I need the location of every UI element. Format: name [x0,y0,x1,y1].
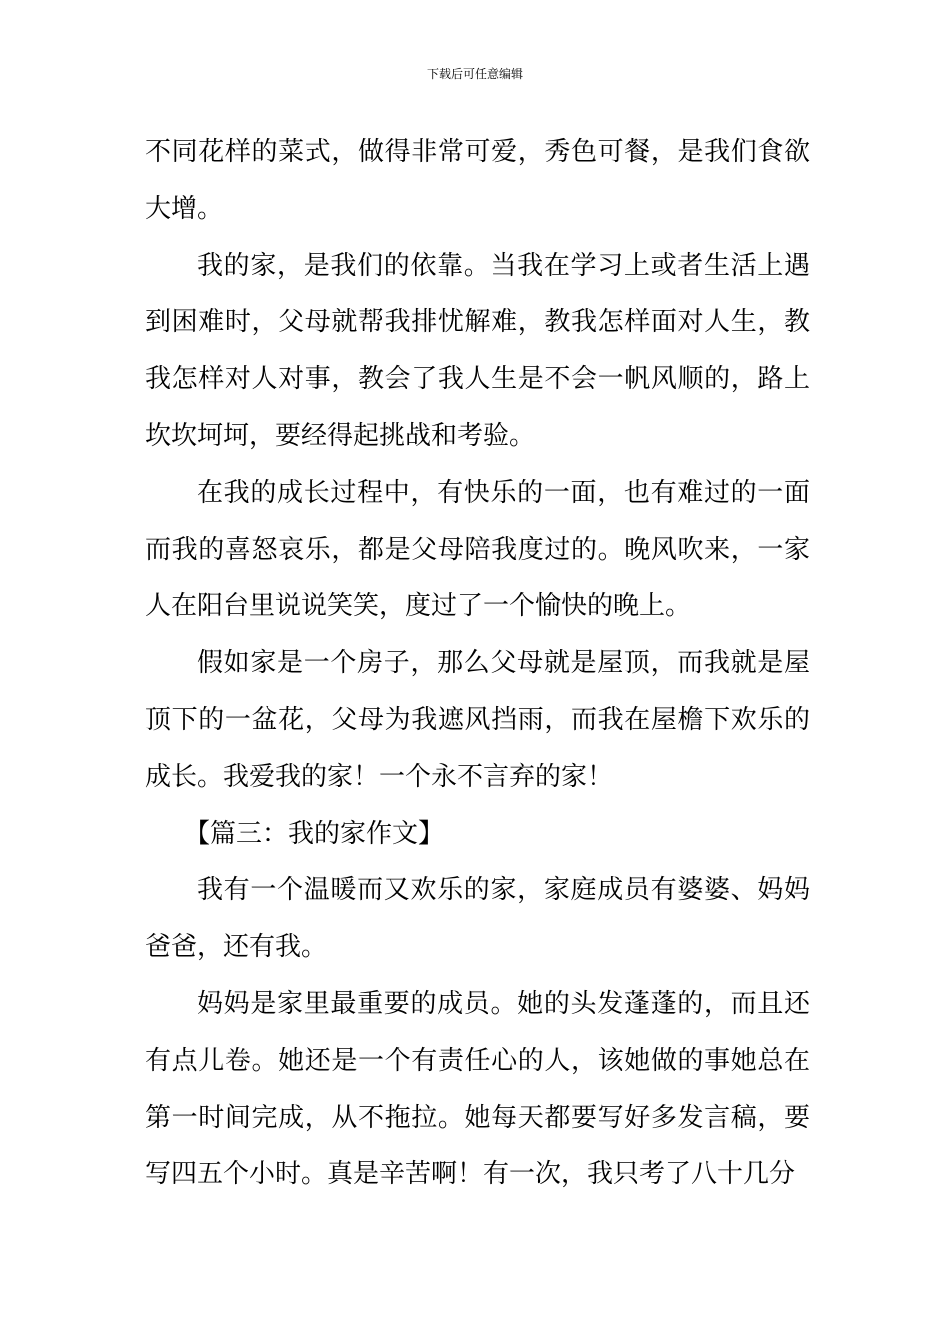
paragraph-4: 假如家是一个房子，那么父母就是屋顶，而我就是屋顶下的一盆花，父母为我遮风挡雨，而我在屋檐下欢乐的成长。我爱我的家！一个永不言弃的家！ [145,648,810,792]
paragraph-1: 不同花样的菜式，做得非常可爱，秀色可餐，是我们食欲大增。 [145,137,810,224]
paragraph-3: 在我的成长过程中，有快乐的一面，也有难过的一面而我的喜怒哀乐，都是父母陪我度过的。晚风吹来，一家人在阳台里说说笑笑，度过了一个愉快的晚上。 [145,477,810,622]
paragraph-6: 妈妈是家里最重要的成员。她的头发蓬蓬的，而且还有点儿卷。她还是一个有责任心的人，该她做的事她总在第一时间完成，从不拖拉。她每天都要写好多发言稿，要写四五个小时。真是辛苦啊！有一次，我只考了八十几分 [145,988,810,1190]
document-body [145,124,810,1203]
paragraph-2: 我的家，是我们的依靠。当我在学习上或者生活上遇到困难时，父母就帮我排忧解难，教我怎样面对人生，教我怎样对人对事，教会了我人生是不会一帆风顺的，路上坎坎坷坷，要经得起挑战和考验。 [145,250,810,451]
paragraph-5: 我有一个温暖而又欢乐的家，家庭成员有婆婆、妈妈爸爸，还有我。 [145,875,810,963]
page-header: 下载后可任意编辑 [426,67,523,81]
section-heading: 【篇三：我的家作文】 [184,818,445,849]
